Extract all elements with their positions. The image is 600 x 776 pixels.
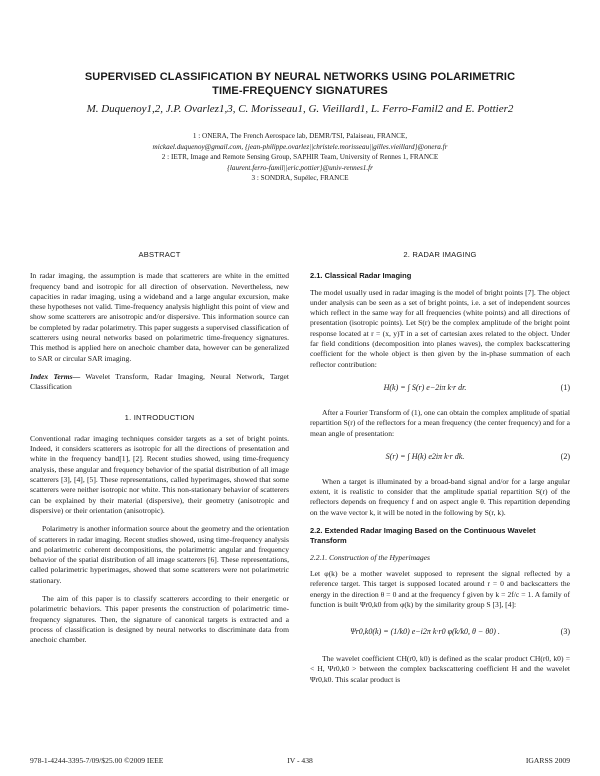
affiliation-1: 1 : ONERA, The French Aerospace lab, DEMR/TSI, Palaiseau, FRANCE, (192, 132, 408, 140)
introduction-heading: 1. INTRODUCTION (124, 412, 195, 422)
equation-2-body: S(r) = ∫ H(k) e2iπ k·r dk. (385, 451, 465, 461)
affiliation-2-emails: {laurent.ferro-famil||eric.pottier}@univ-rennes1.fr (227, 163, 373, 172)
extended-imaging-heading: 2.2. Extended Radar Imaging Based on the Continuous Wavelet Transform (310, 526, 536, 546)
index-terms-text: Wavelet Transform, Radar Imaging, Neural Network, Target Classification (30, 371, 289, 392)
classical-imaging-heading: 2.1. Classical Radar Imaging (310, 271, 412, 281)
footer-copyright: 978-1-4244-3395-7/09/$25.00 ©2009 IEEE (30, 756, 164, 765)
equation-3-number: (3) (560, 627, 570, 637)
intro-paragraph-1: Conventional radar imaging techniques consider targets as a set of bright points. Indeed, it considers scatterers as isotropic for all the directions of presentation and white in the frequency band[1], [2]. Recent studies showed, using time-frequency analysis, these angular and frequency behavior of the spatial distribution of all image scatterers [3], [4], [5]. These representations, called hyperimages, showed that some scatterers were neither isotropic nor white. This non-stationary behavior of scatterers can be explained by their material (dispersive), their geometry (anisotropic and dispersive) or their orientation (anisotropic). (30, 433, 289, 515)
title-line-1: SUPERVISED CLASSIFICATION BY NEURAL NETWORKS USING POLARIMETRIC (84, 71, 516, 83)
wavelet-paragraph-1: Let φ(k) be a mother wavelet supposed to represent the signal reflected by a reference target. This target is supposed located around r = 0 and backscatters the energy in the direction θ = 0 and at the frequency f given by k = 2f/c = 1. A family of function is built Ψr0,k0 from φ(k) by the similarity group S [3], [4]: (310, 568, 570, 609)
affiliation-3: 3 : SONDRA, Supélec, FRANCE (251, 174, 349, 182)
hyperimages-heading: 2.2.1. Construction of the Hyperimages (310, 552, 431, 562)
equation-3-body: Ψr0,k0(k) = (1/k0) e−i2π k·r0 φ(k/k0, θ − θ0) . (350, 627, 500, 637)
classical-paragraph-3: When a target is illuminated by a broad-band signal and/or for a large angular extent, it is realistic to consider that the amplitude spatial repartition S(r) of the reflectors depends on frequency f and on aspect angle θ. This repartition depending on the wave vector k, it will be noted in the following by S(r, k). (310, 476, 570, 517)
classical-paragraph-1: The model usually used in radar imaging is the model of bright points [7]. The object under analysis can be seen as a set of bright points, i.e. a set of independent sources which reflect in the same way for all frequencies (white points) and all directions of presentation (isotropic points). Let S(r) be the complex amplitude of the bright point response located at r = (x, y)T in a set of cartesian axes related to the object. Under far field conditions (decomposition into planes waves), the complex backscattering coefficient for the whole object is then given by the in-phase summation of each reflector contribution: (310, 287, 570, 369)
equation-1-body: H(k) = ∫ S(r) e−2iπ k·r dr. (383, 382, 467, 392)
abstract-heading: ABSTRACT (138, 250, 181, 259)
equation-1 (310, 378, 570, 400)
affiliations (30, 131, 570, 184)
title-line-2: TIME-FREQUENCY SIGNATURES (212, 85, 388, 97)
equation-1-number: (1) (560, 382, 570, 392)
paper-title (40, 70, 560, 98)
index-terms (30, 372, 289, 393)
affiliation-1-emails: mickael.duquenoy@gmail.com, {jean-philippe.ovarlez||christele.morisseau||gilles.vieillard}@onera.fr (152, 142, 448, 151)
radar-imaging-heading: 2. RADAR IMAGING (403, 250, 477, 259)
intro-paragraph-2: Polarimetry is another information source about the geometry and the orientation of scatterers in radar imaging. Recent studies showed, using time-frequency analysis and polarimetric coherent decompositions, the polarimetric angular and frequency behavior of the spatial distribution of all image scatterers [6]. These representations, called polarimetric hyperimages, showed that some scatterers were not polarimetric stationary. (30, 524, 289, 585)
index-terms-label: Index Terms— (30, 371, 81, 381)
left-column (30, 250, 289, 654)
footer-page-number: IV - 438 (287, 756, 313, 765)
classical-paragraph-2: After a Fourier Transform of (1), one can obtain the complex amplitude of spatial repartition S(r) of the reflectors for a mean frequency (the center frequency) and for a mean angle of presentation: (310, 407, 570, 438)
author-list: M. Duquenoy1,2, J.P. Ovarlez1,3, C. Morisseau1, G. Vieillard1, L. Ferro-Famil2 and E. Pottier2 (86, 103, 514, 115)
equation-2 (310, 447, 570, 469)
right-column (310, 250, 570, 693)
footer-conference: IGARSS 2009 (525, 756, 570, 765)
affiliation-2: 2 : IETR, Image and Remote Sensing Group, SAPHIR Team, University of Rennes 1, FRANCE (161, 153, 439, 161)
abstract-text: In radar imaging, the assumption is made that scatterers are white in the emitted frequency band and isotropic for all direction of observation. Nevertheless, new capacities in radar imaging, using a wideband and a large angular excursion, make these hypotheses not valid. Time-frequency analysis highlight this point of view and show some scatterers are anisotropic and/or dispersive. This information source can be completed by radar polarimetry. This paper suggests a supervised classification of scatterers using neural networks based on polarimetric time-frequency signatures. This method is applied here on anechoic chamber data, however can be generalized to SAR or circular SAR imaging. (30, 271, 289, 363)
equation-3 (310, 618, 570, 646)
intro-paragraph-3: The aim of this paper is to classify scatterers according to their energetic or polarimetric behaviors. This paper presents the construction of polarimetric time-frequency signatures. Then, the signature of canonical targets is extracted and a process of classification is designed by neural networks to discriminate data from anechoic chamber. (30, 594, 289, 645)
wavelet-paragraph-2: The wavelet coefficient CH(r0, k0) is defined as the scalar product CH(r0, k0) =< H, Ψr0,k0 > between the complex backscattering coefficient H and the wavelet Ψr0,k0. This scalar product is (310, 654, 570, 684)
equation-2-number: (2) (560, 451, 570, 461)
